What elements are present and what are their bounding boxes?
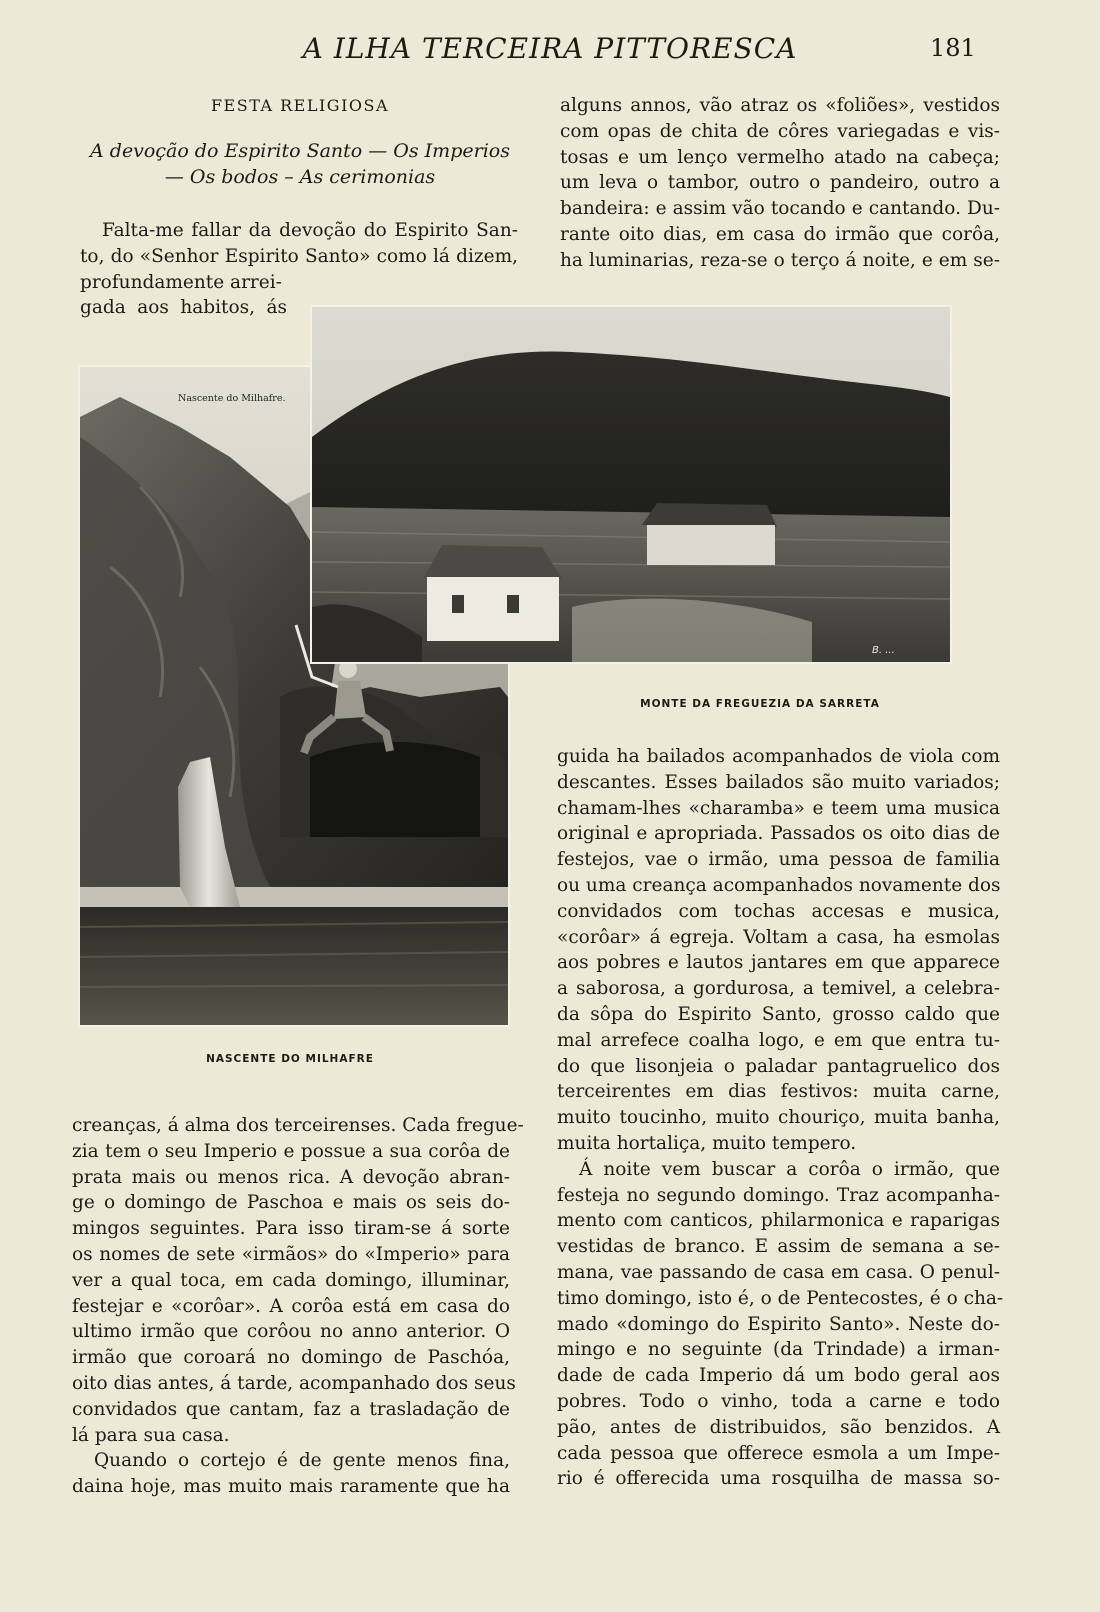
caption-nascente-do-milhafre: NASCENTE DO MILHAFRE [206, 1053, 374, 1065]
text-line: um leva o tambor, outro o pandeiro, outro a [560, 172, 1000, 194]
text-line: mingos seguintes. Para isso tiram-se á sorte [72, 1218, 510, 1240]
text-line: aos pobres e lautos jantares em que apparece [557, 952, 1000, 974]
text-line: prata mais ou menos rica. A devoção abran- [72, 1166, 510, 1188]
photo-inner-label: Nascente do Milhafre. [178, 393, 286, 404]
text-line: com opas de chita de côres variegadas e vis- [560, 120, 1000, 142]
text-line: da sôpa do Espirito Santo, grosso caldo que [557, 1003, 1000, 1025]
left-column-bottom-text [72, 1113, 524, 1500]
subtitle-line: A devoção do Espirito Santo — Os Imperios [90, 140, 510, 162]
text-line: rante oito dias, em casa do irmão que corôa, [560, 223, 1000, 245]
article-subtitle [80, 138, 520, 190]
text-line: ultimo irmão que corôou no anno anterior. O [72, 1321, 510, 1343]
text-line: do que lisonjeia o paladar pantagruelico dos [557, 1055, 1000, 1077]
text-line: ver a qual toca, em cada domingo, illuminar, [72, 1269, 510, 1291]
text-line: mingo e no seguinte (da Trindade) a irman- [557, 1339, 1000, 1361]
text-line: ou uma creança acompanhados novamente dos [557, 874, 1001, 896]
text-line: tosas e um lenço vermelho atado na cabeça; [560, 146, 1000, 168]
text-line: chamam-lhes «charamba» e teem uma musica [557, 797, 1000, 819]
text-line: «corôar» á egreja. Voltam a casa, ha esmolas [557, 926, 1000, 948]
text-line: Quando o cortejo é de gente menos fina, [94, 1450, 510, 1472]
text-line: pão, antes de distribuidos, são benzidos. A [557, 1416, 1000, 1438]
text-line: os nomes de sete «irmãos» do «Imperio» para [72, 1243, 510, 1265]
house-far [642, 503, 777, 565]
text-line: cada pessoa que offerece esmola a um Impe- [557, 1442, 1000, 1464]
text-line: festeja no segundo domingo. Traz acompanha- [557, 1184, 1000, 1206]
text-line: bandeira: e assim vão tocando e cantando. Du- [560, 198, 1000, 220]
text-line: timo domingo, isto é, o de Pentecostes, é o cha- [557, 1287, 1004, 1309]
text-line: zia tem o seu Imperio e possue a sua corôa de [72, 1140, 510, 1162]
text-line: pobres. Todo o vinho, toda a carne e todo [557, 1390, 1000, 1412]
text-line: rio é offerecida uma rosquilha de massa so- [557, 1468, 1000, 1490]
right-column-top-text [560, 93, 1000, 274]
text-line: lá para sua casa. [72, 1424, 230, 1446]
subtitle-line: — Os bodos – As cerimonias [164, 166, 436, 188]
text-line: muito toucinho, muito chouriço, muita banha, [557, 1107, 1000, 1129]
photo-monte-da-freguezia [310, 305, 952, 664]
text-line: convidados que cantam, faz a trasladação de [72, 1398, 510, 1420]
caption-monte-da-freguezia: MONTE DA FREGUEZIA DA SARRETA [640, 698, 880, 710]
text-line: Á noite vem buscar a corôa o irmão, que [579, 1158, 1000, 1180]
village-photo-illustration [312, 307, 950, 662]
text-line: mento com canticos, philarmonica e raparigas [557, 1210, 1000, 1232]
text-line: original e apropriada. Passados os oito dias de [557, 823, 1000, 845]
right-column-bottom-text [557, 744, 1004, 1492]
text-line: terceirentes em dias festivos: muita carne, [557, 1081, 1000, 1103]
text-line: irmão que coroará no domingo de Paschóa, [72, 1347, 510, 1369]
text-line: to, do «Senhor Espirito Santo» como lá dizem, [80, 245, 518, 267]
text-line: dade de cada Imperio dá um bodo geral aos [557, 1365, 1000, 1387]
text-line: creanças, á alma dos terceirenses. Cada fregue- [72, 1115, 524, 1136]
text-line: alguns annos, vão atraz os «foliões», vestidos [560, 95, 1000, 116]
text-line: gada aos habitos, ás [80, 297, 287, 319]
text-line: muita hortaliça, muito tempero. [557, 1132, 857, 1154]
page-number: 181 [930, 34, 976, 62]
text-line: festejar e «corôar». A corôa está em casa do [72, 1295, 510, 1317]
text-line: mado «domingo do Espirito Santo». Neste do- [557, 1313, 1000, 1335]
text-line: mal arrefece coalha logo, e em que entra tu- [557, 1029, 1000, 1051]
text-line: ha luminarias, reza-se o terço á noite, e em se- [560, 249, 1000, 271]
text-line: guida ha bailados acompanhados de viola com [557, 746, 1000, 767]
text-line: Falta-me fallar da devoção do Espirito San- [102, 220, 518, 241]
text-line: daina hoje, mas muito mais raramente que ha [72, 1476, 510, 1498]
text-line: ge o domingo de Paschoa e mais os seis do- [72, 1192, 510, 1214]
text-line: convidados com tochas accesas e musica, [557, 900, 1000, 922]
photo-signature: B. ... [872, 645, 895, 656]
house-white [424, 545, 562, 641]
section-heading: FESTA RELIGIOSA [210, 96, 390, 115]
text-line: mana, vae passando de casa em casa. O penul- [557, 1261, 1000, 1283]
text-line: a saborosa, a gordurosa, a temivel, a celebra- [557, 978, 1000, 1000]
text-line: vestidas de branco. E assim de semana a se- [557, 1236, 1000, 1258]
running-title: A ILHA TERCEIRA PITTORESCA [302, 32, 798, 65]
text-line: festejos, vae o irmão, uma pessoa de familia [557, 849, 1000, 871]
text-line: profundamente arrei- [80, 271, 282, 293]
text-line: descantes. Esses bailados são muito variados; [557, 771, 1000, 793]
text-line: oito dias antes, á tarde, acompanhado dos seus [72, 1372, 516, 1394]
